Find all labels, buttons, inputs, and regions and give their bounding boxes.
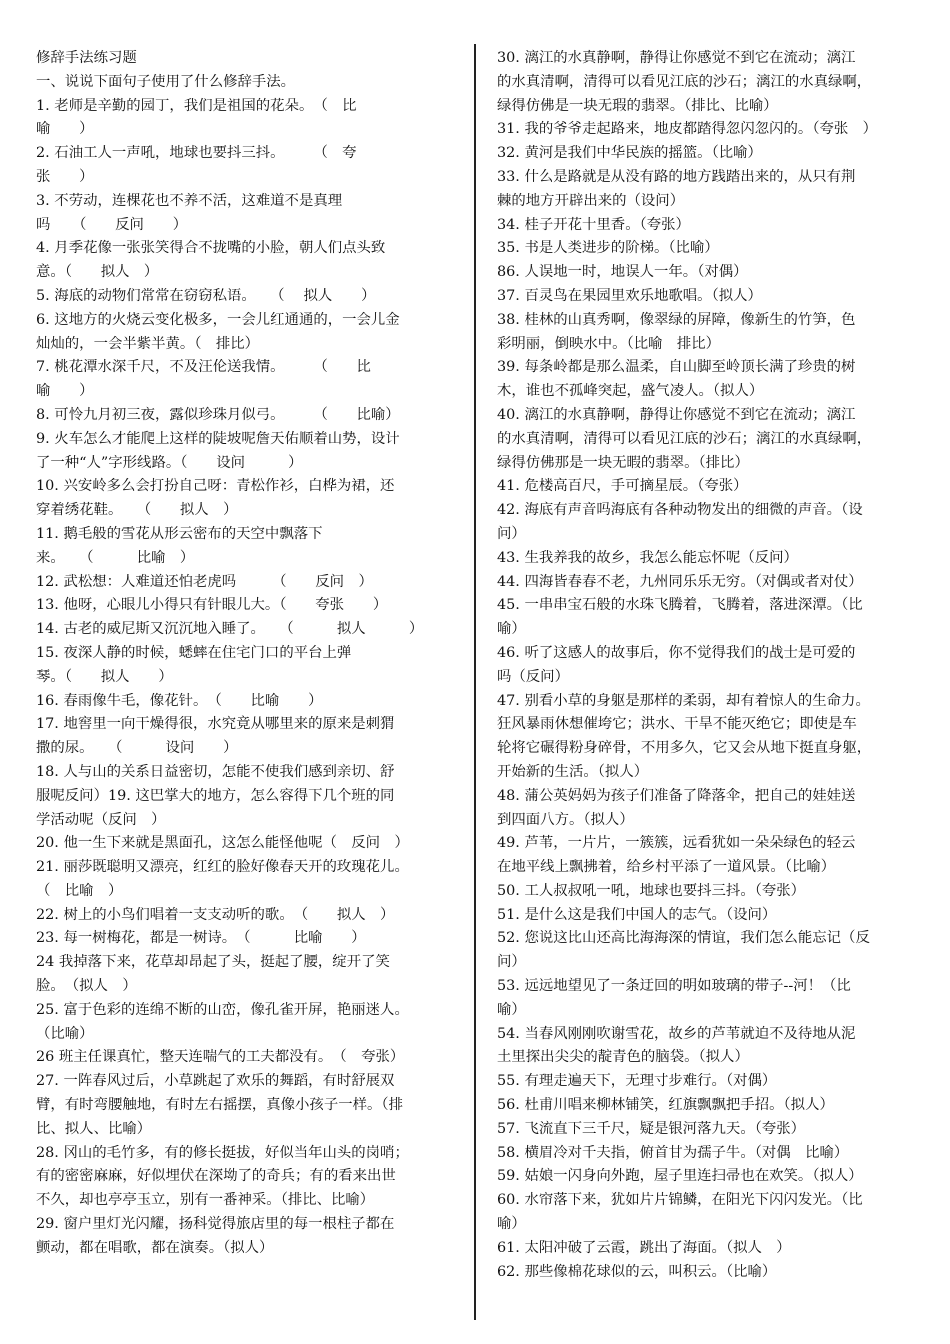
text-line: 臂，有时弯腰触地，有时左右摇摆，真像小孩子一样。（排	[36, 1097, 403, 1114]
text-line: 9. 火车怎么才能爬上这样的陡坡呢詹天佑顺着山势，设计	[36, 430, 400, 447]
text-line: 15. 夜深人静的时候，蟋蟀在住宅门口的平台上弹	[36, 644, 352, 661]
text-line: 30. 漓江的水真静啊，静得让你感觉不到它在流动；漓江	[497, 50, 856, 66]
right-column-lines	[497, 47, 917, 1284]
text-line: 绿得仿佛那是一块无暇的翡翠。（排比）	[497, 454, 749, 471]
text-line: 土里探出尖尖的靛青色的脑袋。（拟人）	[497, 1049, 749, 1066]
text-line: 45. 一串串宝石般的水珠飞腾着，飞腾着，落进深潭。（比	[497, 597, 863, 614]
text-line: 38. 桂林的山真秀啊，像翠绿的屏障，像新生的竹笋，色	[497, 311, 856, 328]
text-line: 不久，却也亭亭玉立，别有一番神采。（排比、比喻）	[36, 1192, 375, 1209]
text-line: 7. 桃花潭水深千尺，不及汪伦送我情。 （ 比	[36, 359, 371, 376]
text-line: 服呢反问）19. 这巴掌大的地方，怎么容得下几个班的同	[36, 787, 395, 804]
text-line: 28. 冈山的毛竹多，有的修长挺拔，好似当年山头的岗哨；	[36, 1144, 409, 1161]
text-line: 40. 漓江的水真静啊，静得让你感觉不到它在流动；漓江	[497, 406, 856, 423]
text-line: 46. 听了这感人的故事后，你不觉得我们的战士是可爱的	[497, 644, 856, 661]
text-line: 来。 （ 比喻 ）	[36, 549, 195, 566]
text-line: 21. 丽莎既聪明又漂亮，红红的脸好像春天开的玫瑰花儿。	[36, 859, 409, 876]
text-line: （比喻）	[36, 1025, 94, 1042]
text-line: 37. 百灵鸟在果园里欢乐地歌唱。（拟人）	[497, 287, 762, 304]
text-line: 吗 （ 反问 ）	[36, 216, 188, 233]
text-line: 35. 书是人类进步的阶梯。（比喻）	[497, 240, 719, 257]
text-line: 49. 芦苇，一片片，一簇簇，远看犹如一朵朵绿色的轻云	[497, 835, 856, 852]
text-line: 26 班主任课真忙，整天连喘气的工夫都没有。 （ 夸张）	[36, 1049, 405, 1066]
text-line: 43. 生我养我的故乡，我怎么能忘怀呢（反问）	[497, 549, 798, 566]
text-line: 琴。（ 拟人 ）	[36, 668, 173, 685]
text-line: 13. 他呀，心眼儿小得只有针眼儿大。（ 夸张 ）	[36, 597, 388, 614]
text-line: 喻）	[497, 1001, 526, 1018]
text-line: 有的密密麻麻，好似埋伏在深坳了的奇兵；有的看来出世	[36, 1168, 396, 1185]
text-line: 52. 您说这比山还高比海海深的情谊，我们怎么能忘记（反	[497, 930, 870, 947]
text-line: 14. 古老的威尼斯又沉沉地入睡了。 （ 拟人 ）	[36, 621, 424, 638]
text-line: 撒的尿。 （ 设问 ）	[36, 740, 238, 757]
text-line: 25. 富于色彩的连绵不断的山峦，像孔雀开屏，艳丽迷人。	[36, 1001, 409, 1018]
text-line: 绿得仿佛是一块无瑕的翡翠。（排比、比喻）	[497, 97, 778, 114]
left-column-lines	[36, 95, 456, 1261]
text-line: 32. 黄河是我们中华民族的摇篮。（比喻）	[497, 145, 762, 162]
text-line: 86. 人误地一时，地误人一年。（对偶）	[497, 264, 748, 281]
section-heading: 一、说说下面句子使用了什么修辞手法。	[36, 73, 296, 90]
text-line: 彩明丽，倒映水中。（比喻 排比）	[497, 335, 721, 352]
text-line: 轮将它碾得粉身碎骨，不用多久，它又会从地下挺直身躯，	[497, 740, 872, 757]
text-line: 10. 兴安岭多么会打扮自己呀：青松作衫，白桦为裙，还	[36, 478, 395, 495]
text-line: （ 比喻 ）	[36, 882, 123, 899]
text-line: 开始新的生活。（拟人）	[497, 763, 649, 780]
text-line: 23. 每一树梅花，都是一树诗。 （ 比喻 ）	[36, 930, 366, 947]
text-line: 吗（反问）	[497, 668, 569, 685]
text-line: 54. 当春风刚刚吹谢雪花，故乡的芦苇就迫不及待地从泥	[497, 1025, 856, 1042]
text-line: 学活动呢（反问 ）	[36, 811, 166, 828]
text-line: 62. 那些像棉花球似的云，叫积云。（比喻）	[497, 1263, 777, 1280]
text-line: 56. 杜甫川唱来柳林铺笑，红旗飘飘把手招。（拟人）	[497, 1097, 834, 1114]
text-line: 问）	[497, 525, 526, 542]
text-line: 22. 树上的小鸟们唱着一支支动听的歌。 （ 拟人 ）	[36, 906, 395, 923]
text-line: 44. 四海皆春春不老，九州同乐乐无穷。（对偶或者对仗）	[497, 573, 863, 590]
text-line: 喻 ）	[36, 121, 94, 138]
text-line: 5. 海底的动物们常常在窃窃私语。 （ 拟人 ）	[36, 287, 376, 304]
text-line: 木，谁也不孤峰突起，盛气凌人。（拟人）	[497, 383, 764, 400]
text-line: 42. 海底有声音吗海底有各种动物发出的细微的声音。（设	[497, 502, 863, 519]
text-line: 了一种“人”字形线路。（ 设问 ）	[36, 454, 303, 471]
text-line: 29. 窗户里灯光闪耀，扬科觉得旅店里的每一根柱子都在	[36, 1216, 395, 1233]
text-line: 17. 地窖里一向干燥得很，水究竟从哪里来的原来是刺猬	[36, 716, 395, 733]
text-line: 8. 可怜九月初三夜，露似珍珠月似弓。 （ 比喻）	[36, 406, 400, 423]
text-line: 的水真清啊，清得可以看见江底的沙石；漓江的水真绿啊，	[497, 430, 872, 447]
text-line: 比、拟人、比喻）	[36, 1120, 152, 1137]
text-line: 24 我掉落下来，花草却昂起了头，挺起了腰，绽开了笑	[36, 954, 390, 971]
text-line: 31. 我的爷爷走起路来，地皮都踏得忽闪忽闪的。（夸张 ）	[497, 121, 878, 138]
text-line: 12. 武松想：人难道还怕老虎吗 （ 反问 ）	[36, 573, 373, 590]
text-line: 34. 桂子开花十里香。（夸张）	[497, 216, 690, 233]
text-line: 33. 什么是路就是从没有路的地方践踏出来的，从只有荆	[497, 168, 856, 185]
document-title: 修辞手法练习题	[36, 50, 137, 66]
text-line: 喻 ）	[36, 383, 94, 400]
text-line: 4. 月季花像一张张笑得合不拢嘴的小脸，朝人们点头致	[36, 240, 386, 257]
text-line: 穿着绣花鞋。 （ 拟人 ）	[36, 502, 238, 519]
text-line: 在地平线上飘拂着，给乡村平添了一道风景。（比喻）	[497, 859, 836, 876]
text-line: 16. 春雨像牛毛，像花针。 （ 比喻 ）	[36, 692, 323, 709]
text-line: 意。（ 拟人 ）	[36, 264, 159, 281]
text-line: 狂风暴雨休想催垮它；洪水、干旱不能灭绝它；即使是车	[497, 716, 857, 733]
text-line: 58. 横眉冷对千夫指，俯首甘为孺子牛。（对偶 比喻）	[497, 1144, 849, 1161]
text-line: 39. 每条岭都是那么温柔，自山脚至岭顶长满了珍贵的树	[497, 359, 856, 376]
text-line: 51. 是什么这是我们中国人的志气。（设问）	[497, 906, 777, 923]
text-line: 20. 他一生下来就是黑面孔，这怎么能怪他呢（ 反问 ）	[36, 835, 409, 852]
text-line: 27. 一阵春风过后，小草跳起了欢乐的舞蹈，有时舒展双	[36, 1073, 395, 1090]
text-line: 6. 这地方的火烧云变化极多，一会儿红通通的，一会儿金	[36, 311, 400, 328]
text-line: 11. 鹅毛般的雪花从形云密布的天空中飘落下	[36, 525, 323, 542]
text-line: 灿灿的，一会半紫半黄。（ 排比）	[36, 335, 260, 352]
text-line: 棘的地方开辟出来的（设问）	[497, 192, 685, 209]
text-line: 53. 远远地望见了一条迂回的明如玻璃的带子--河！（比	[497, 978, 851, 995]
text-line: 脸。 （拟人 ）	[36, 978, 137, 995]
right-column	[497, 47, 917, 1284]
text-line: 47. 别看小草的身躯是那样的柔弱，却有着惊人的生命力。	[497, 692, 870, 709]
text-line: 50. 工人叔叔吼一吼，地球也要抖三抖。（夸张）	[497, 882, 806, 899]
text-line: 55. 有理走遍天下，无理寸步难行。（对偶）	[497, 1073, 777, 1090]
text-line: 59. 姑娘一闪身向外跑，屋子里连扫帚也在欢笑。（拟人）	[497, 1168, 863, 1185]
text-line: 61. 太阳冲破了云霞，跳出了海面。（拟人 ）	[497, 1239, 791, 1256]
text-line: 2. 石油工人一声吼，地球也要抖三抖。 （ 夸	[36, 145, 357, 162]
text-line: 18. 人与山的关系日益密切，怎能不使我们感到亲切、舒	[36, 763, 395, 780]
text-line: 48. 蒲公英妈妈为孩子们准备了降落伞，把自己的娃娃送	[497, 787, 856, 804]
text-line: 喻）	[497, 1216, 526, 1233]
text-line: 3. 不劳动，连棵花也不养不活，这难道不是真理	[36, 192, 343, 209]
text-line: 的水真清啊，清得可以看见江底的沙石；漓江的水真绿啊，	[497, 73, 872, 90]
text-line: 问）	[497, 954, 526, 971]
text-line: 到四面八方。（拟人）	[497, 811, 634, 828]
text-line: 41. 危楼高百尺，手可摘星辰。（夸张）	[497, 478, 748, 495]
text-line: 1. 老师是辛勤的园丁，我们是祖国的花朵。 （ 比	[36, 97, 357, 114]
text-line: 57. 飞流直下三千尺，疑是银河落九天。（夸张）	[497, 1120, 806, 1137]
text-line: 张 ）	[36, 168, 94, 185]
column-divider	[474, 44, 476, 1320]
text-line: 60. 水帘落下来，犹如片片锦鳞，在阳光下闪闪发光。（比	[497, 1192, 863, 1209]
left-column	[36, 47, 456, 1261]
text-line: 颤动，都在唱歌，都在演奏。（拟人）	[36, 1239, 274, 1256]
text-line: 喻）	[497, 621, 526, 638]
